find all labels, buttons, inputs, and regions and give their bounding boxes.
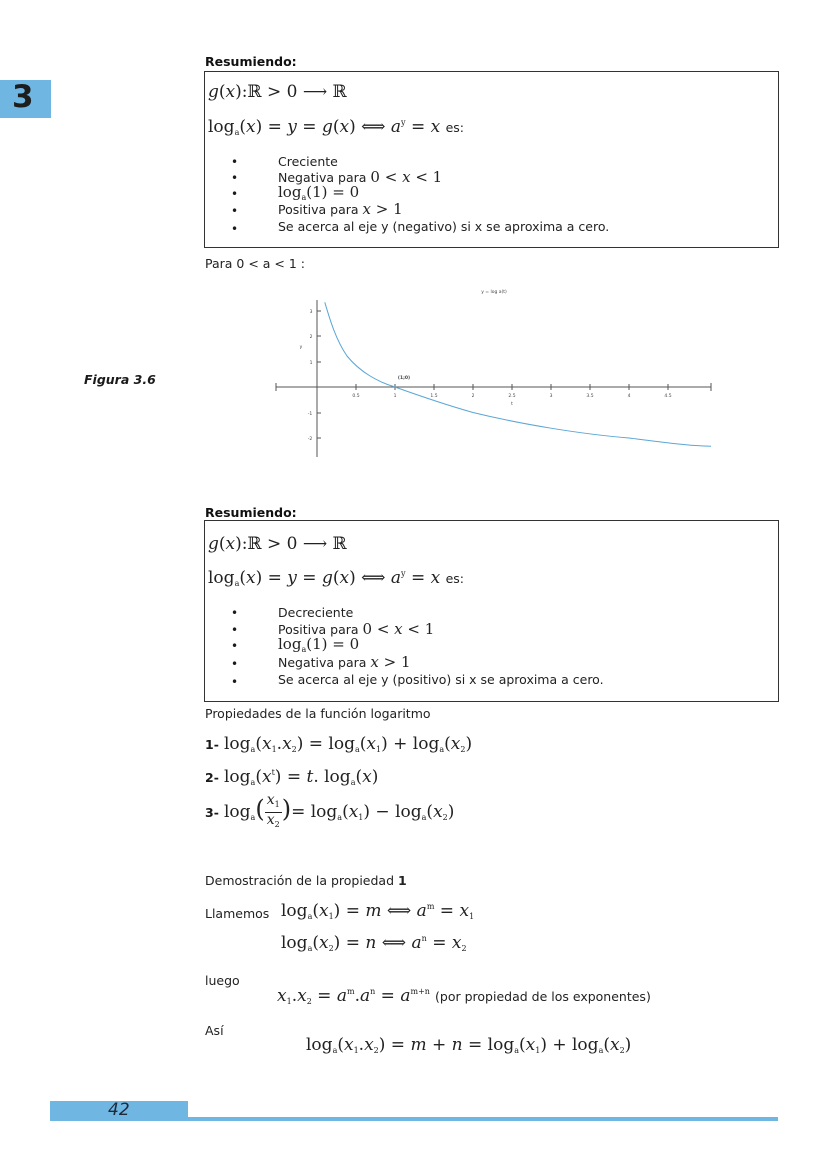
page-number: 42 xyxy=(108,1100,130,1120)
svg-text:1: 1 xyxy=(393,394,397,399)
domain-line-1: g(x):ℝ > 0 ⟶ ℝ xyxy=(208,82,347,102)
svg-text:4: 4 xyxy=(627,394,631,399)
domain-line-2: g(x):ℝ > 0 ⟶ ℝ xyxy=(208,534,347,554)
bullet-text: Se acerca al eje y (negativo) si x se aproxima a cero. xyxy=(278,219,610,234)
bullet-text: Positiva para x > 1 xyxy=(278,200,403,218)
footer-rule xyxy=(188,1117,778,1121)
property-2: 2- $\log_a(x^t) = t$. $\log_a(x)$ xyxy=(205,767,379,787)
svg-text:1.5: 1.5 xyxy=(430,394,438,399)
bullet-text: Se acerca al eje y (positivo) si x se aproxima a cero. xyxy=(278,672,604,687)
properties-list-2: • Decreciente • Positiva para 0 < x < 1 • $\log_a(1) = 0$ • Negativa para x > 1 • Se acerca al eje y (positivo) si x se aproxima a cero. xyxy=(231,605,604,689)
bullet-text: Creciente xyxy=(278,154,338,169)
summary-box-2 xyxy=(204,520,779,702)
curve-log xyxy=(325,302,711,446)
svg-text:4.5: 4.5 xyxy=(664,394,672,399)
bullet-text: Negativa para x > 1 xyxy=(278,653,411,671)
para-label: Para 0 < a < 1 : xyxy=(205,256,305,271)
svg-text:-1: -1 xyxy=(307,412,313,417)
chapter-number: 3 xyxy=(12,79,34,115)
summary-heading-1: Resumiendo: xyxy=(205,54,297,69)
proof-line-2: $\log_a(x_2) = n$ ⟺ $a^n = x_2$ xyxy=(281,933,467,953)
property-3: 3- $\log_a$( $\frac{x_1}{x_2}$ )= $\log_a(x_1) - \log_a(x_2)$ xyxy=(205,792,455,829)
svg-text:0.5: 0.5 xyxy=(352,394,360,399)
summary-box-1 xyxy=(204,71,779,248)
bullet-text: Decreciente xyxy=(278,605,354,620)
svg-text:t: t xyxy=(511,402,513,407)
proof-line-3: $x_1.x_2 = a^m.a^n = a^{m+n}$ (por propiedad de los exponentes) xyxy=(277,986,651,1006)
proof-line-4: $\log_a(x_1.x_2) = m + n = \log_a(x_1) + \log_a(x_2)$ xyxy=(306,1035,632,1055)
properties-heading: Propiedades de la función logaritmo xyxy=(205,706,431,721)
svg-text:1: 1 xyxy=(309,361,313,366)
luego-label: luego xyxy=(205,973,240,988)
asi-label: Así xyxy=(205,1023,224,1038)
bullet-text: Positiva para 0 < x < 1 xyxy=(278,620,435,638)
properties-list-1: • Creciente • Negativa para 0 < x < 1 • $\log_a(1) = 0$ • Positiva para x > 1 • Se acerca al eje y (negativo) si x se aproxima a cero. xyxy=(231,154,610,236)
svg-text:3: 3 xyxy=(309,310,313,315)
footer-tab xyxy=(50,1101,188,1121)
proof-heading: Demostración de la propiedad 1 xyxy=(205,873,407,888)
svg-text:3.5: 3.5 xyxy=(586,394,594,399)
definition-line-2: $\log_a(x) = y = g(x)$ ⟺ $a^y = x$ es: xyxy=(208,568,465,588)
llamemos-label: Llamemos xyxy=(205,906,270,921)
svg-text:3: 3 xyxy=(549,394,553,399)
property-1: 1- $\log_a(x_1.x_2) = \log_a(x_1) + \log_a(x_2)$ xyxy=(205,734,473,754)
svg-text:(1;0): (1;0) xyxy=(397,376,411,381)
svg-text:y = log a(t): y = log a(t) xyxy=(481,290,507,295)
svg-text:-2: -2 xyxy=(307,437,313,442)
svg-text:2: 2 xyxy=(471,394,475,399)
bullet-text: $\log_a(1) = 0$ xyxy=(278,635,360,654)
bullet-text: $\log_a(1) = 0$ xyxy=(278,183,360,202)
definition-line-1: $\log_a(x) = y = g(x)$ ⟺ $a^y = x$ es: xyxy=(208,117,465,137)
svg-text:y: y xyxy=(299,345,303,350)
svg-text:2.5: 2.5 xyxy=(508,394,516,399)
figure-label: Figura 3.6 xyxy=(84,372,156,387)
log-chart xyxy=(270,280,720,465)
proof-line-1: $\log_a(x_1) = m$ ⟺ $a^m = x_1$ xyxy=(281,901,475,921)
bullet-text: Negativa para 0 < x < 1 xyxy=(278,168,443,186)
summary-heading-2: Resumiendo: xyxy=(205,505,297,520)
chapter-tab xyxy=(0,80,51,118)
svg-text:2: 2 xyxy=(309,335,313,340)
